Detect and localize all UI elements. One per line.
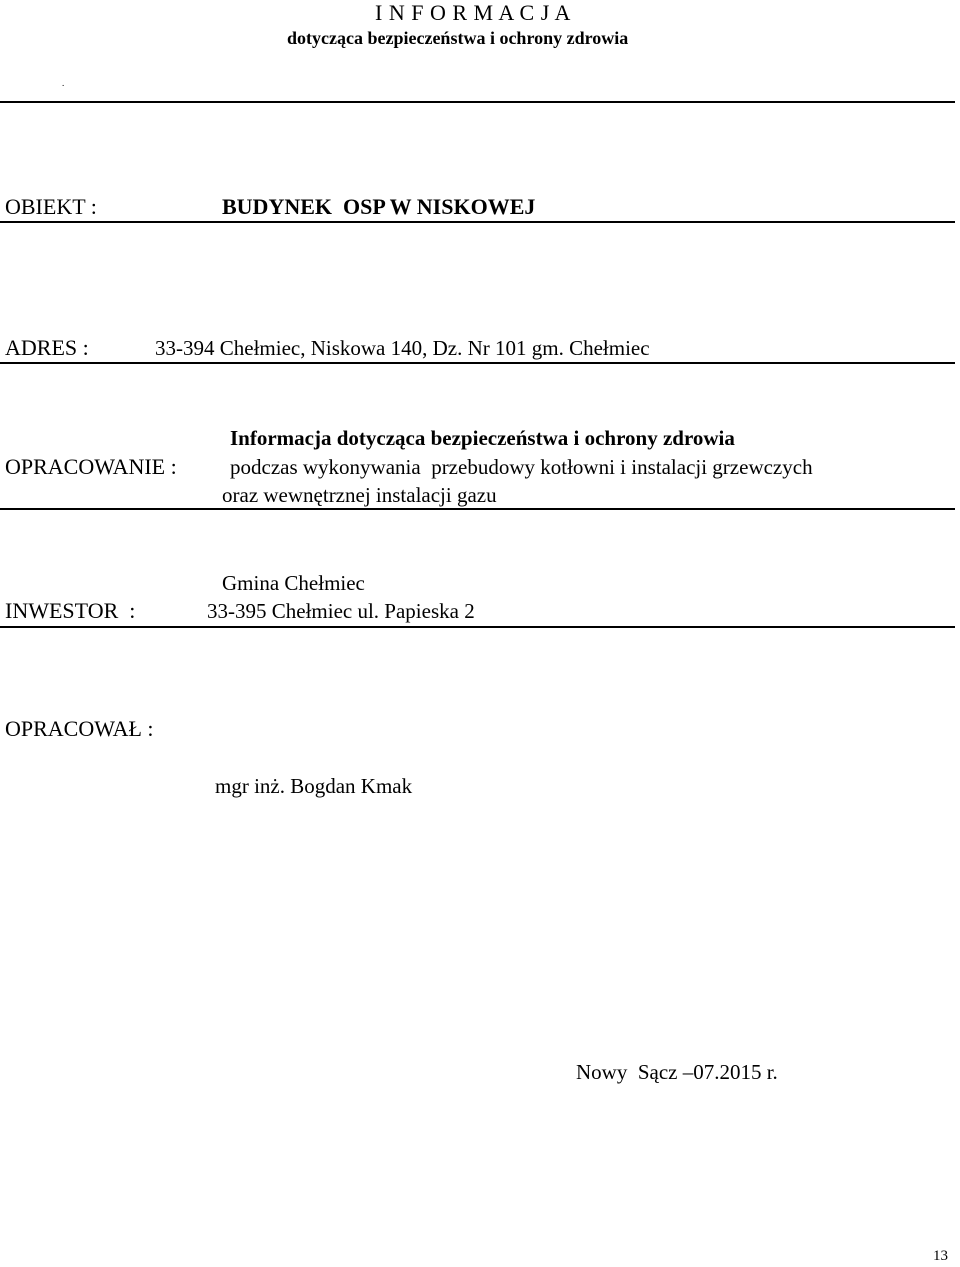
document-subtitle: dotycząca bezpieczeństwa i ochrony zdrowia: [287, 28, 629, 48]
adres-rule: [0, 362, 955, 364]
adres-value: 33-394 Chełmiec, Niskowa 140, Dz. Nr 101 gm. Chełmiec: [155, 336, 650, 360]
page-number: 13: [933, 1248, 948, 1264]
opracowanie-line2: podczas wykonywania przebudowy kotłowni i instalacji grzewczych: [230, 455, 813, 479]
opracowal-label: OPRACOWAŁ :: [5, 716, 154, 741]
obiekt-value: BUDYNEK OSP W NISKOWEJ: [222, 194, 536, 219]
obiekt-label: OBIEKT :: [5, 194, 97, 219]
place-date: Nowy Sącz –07.2015 r.: [576, 1060, 778, 1084]
inwestor-line1: Gmina Chełmiec: [222, 571, 365, 595]
inwestor-rule: [0, 626, 955, 628]
opracowanie-label: OPRACOWANIE :: [5, 454, 177, 479]
inwestor-line2: 33-395 Chełmiec ul. Papieska 2: [207, 599, 475, 623]
header-rule: [0, 101, 955, 103]
obiekt-rule: [0, 221, 955, 223]
opracowal-name: mgr inż. Bogdan Kmak: [215, 774, 413, 798]
opracowanie-rule: [0, 508, 955, 510]
inwestor-label: INWESTOR :: [5, 598, 136, 623]
stray-dot: .: [62, 78, 65, 88]
document-title: I N F O R M A C J A: [375, 0, 571, 25]
opracowanie-line3: oraz wewnętrznej instalacji gazu: [222, 483, 497, 507]
opracowanie-line1: Informacja dotycząca bezpieczeństwa i ochrony zdrowia: [230, 426, 735, 450]
adres-label: ADRES :: [5, 335, 89, 360]
